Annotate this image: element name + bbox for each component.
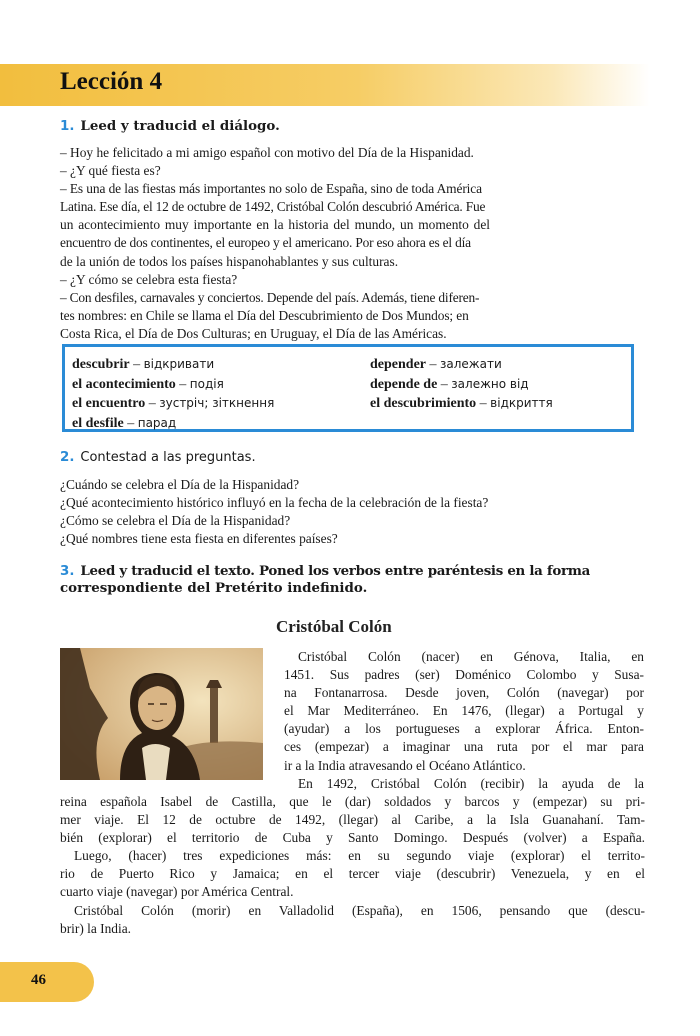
vocabulary-box: [62, 344, 634, 432]
dialogue-line: – Hoy he felicitado a mi amigo español con motivo del Día de la Hispanidad.: [60, 145, 474, 160]
vocab-translation: подія: [189, 376, 224, 391]
exercise-instruction: Contestad a las preguntas.: [80, 450, 256, 465]
vocab-item: el encuentro – зустріч; зіткнення: [72, 396, 275, 411]
article-side-text: [284, 648, 644, 793]
vocab-term: descubrir: [72, 357, 130, 372]
vocab-translation: залежно від: [451, 376, 529, 391]
article-line: Cristóbal Colón (morir) en Valladolid (España), en 1506, pensando que (descu-: [74, 902, 645, 918]
portrait-illustration: [60, 648, 263, 780]
vocab-item: depender – залежати: [370, 357, 502, 372]
article-line: ir a la India atravesando el Océano Atlántico.: [284, 757, 526, 773]
question: ¿Qué nombres tiene esta fiesta en diferentes países?: [60, 531, 338, 547]
dialogue-line: de la unión de todos los países hispanohablantes y sus culturas.: [60, 253, 399, 269]
dialogue-line: encuentro de dos continentes, el europeo y el americano. Por eso ahora es el día: [60, 235, 471, 251]
vocab-translation: відкриття: [490, 396, 553, 410]
article-full-text: [60, 793, 645, 938]
article-line: mer viaje. El 12 de octubre de 1492, (llegar) al Caribe, a la Isla Guanahaní. Tam-: [60, 812, 645, 828]
exercise-number: 3.: [60, 564, 75, 579]
vocab-term: depender: [370, 357, 426, 372]
vocab-item: el desfile – парад: [72, 415, 177, 431]
article-line: el Mar Mediterráneo. En 1476, (llegar) a Portugal y: [284, 703, 644, 719]
vocab-term: el encuentro: [72, 396, 146, 411]
vocab-term: el acontecimiento: [72, 376, 176, 392]
dialogue-line: tes nombres: en Chile se llama el Día del Descubrimiento de Dos Mundos; en: [60, 307, 469, 323]
vocab-item: depende de – залежно від: [370, 376, 529, 392]
vocab-translation: залежати: [440, 357, 502, 371]
dialogue-line: Latina. Ese día, el 12 de octubre de 1492, Cristóbal Colón descubrió América. Fue: [60, 199, 486, 215]
vocab-column-left: [72, 355, 274, 433]
exercise-2-heading: [60, 450, 256, 465]
article-line: Luego, (hacer) tres expediciones más: en su segundo viaje (explorar) el territo-: [74, 848, 645, 864]
exercise-3-line1: [60, 563, 645, 580]
vocab-term: el descubrimiento: [370, 396, 477, 411]
vocab-item: el acontecimiento – подія: [72, 376, 224, 392]
vocab-item: descubrir – відкривати: [72, 357, 215, 372]
article-line: rio de Puerto Rico y Jamaica; en el tercer viaje (descubrir) Venezuela, y en el: [60, 866, 645, 882]
dialogue-line: – ¿Y cómo se celebra esta fiesta?: [60, 271, 238, 287]
lesson-title: Lección 4: [60, 68, 163, 95]
article-line: cuarto viaje (navegar) por América Central.: [60, 884, 294, 900]
exercise-number: 1.: [60, 119, 75, 134]
question: ¿Cómo se celebra el Día de la Hispanidad?: [60, 513, 291, 529]
exercise-instruction: Leed y traducid el texto. Poned los verbos entre paréntesis en la forma: [80, 563, 590, 579]
dialogue-line: – Con desfiles, carnavales y conciertos. Depende del país. Además, tiene diferen-: [60, 289, 480, 305]
exercise-number: 2.: [60, 450, 75, 465]
vocab-translation: зустріч; зіткнення: [159, 396, 275, 410]
vocab-term: el desfile: [72, 415, 124, 431]
columbus-portrait: [60, 648, 263, 780]
article-line: reina española Isabel de Castilla, que le (dar) soldados y barcos y (empezar) su pri-: [60, 794, 645, 809]
article-line: 1451. Sus padres (ser) Doménico Colombo y Susa-: [284, 667, 644, 683]
article-title: Cristóbal Colón: [276, 617, 392, 636]
dialogue-line: – ¿Y qué fiesta es?: [60, 163, 161, 179]
vocab-item: el descubrimiento – відкриття: [370, 396, 553, 411]
exercise-instruction: correspondiente del Pretérito indefinido.: [60, 580, 368, 596]
question: ¿Qué acontecimiento histórico influyó en la fecha de la celebración de la fiesta?: [60, 495, 489, 511]
vocab-column-right: [370, 355, 553, 414]
dialogue-line: Costa Rica, el Día de Dos Culturas; en Uruguay, el Día de las Américas.: [60, 325, 447, 341]
dialogue-line: – Es una de las fiestas más importantes no solo de España, sino de toda América: [60, 181, 482, 197]
article-line: bién (explorar) el territorio de Cuba y Santo Domingo. Después (volver) a España.: [60, 830, 645, 846]
article-line: Cristóbal Colón (nacer) en Génova, Italia, en: [298, 649, 644, 664]
question: ¿Cuándo se celebra el Día de la Hispanidad?: [60, 477, 300, 492]
questions-list: [60, 476, 645, 548]
article-line: brir) la India.: [60, 920, 132, 936]
page-number-band: [0, 962, 94, 1002]
dialogue-line: un acontecimiento muy importante en la historia del mundo, un momento del: [60, 217, 491, 233]
exercise-3-heading: [60, 563, 645, 597]
article-line: (ayudar) a los portugueses a explorar África. Enton-: [284, 721, 644, 737]
page-number: 46: [31, 972, 46, 988]
vocab-translation: відкривати: [143, 357, 215, 371]
exercise-1-heading: [60, 118, 280, 134]
vocab-term: depende de: [370, 376, 438, 392]
exercise-instruction: Leed y traducid el diálogo.: [80, 118, 280, 134]
vocab-translation: парад: [137, 415, 177, 430]
article-line: En 1492, Cristóbal Colón (recibir) la ayuda de la: [298, 775, 644, 791]
dialogue: [60, 144, 645, 343]
article-line: na Fontanarrosa. Desde joven, Colón (navegar) por: [284, 685, 644, 701]
article-line: ces (empezar) a imaginar una ruta por el mar para: [284, 739, 644, 755]
